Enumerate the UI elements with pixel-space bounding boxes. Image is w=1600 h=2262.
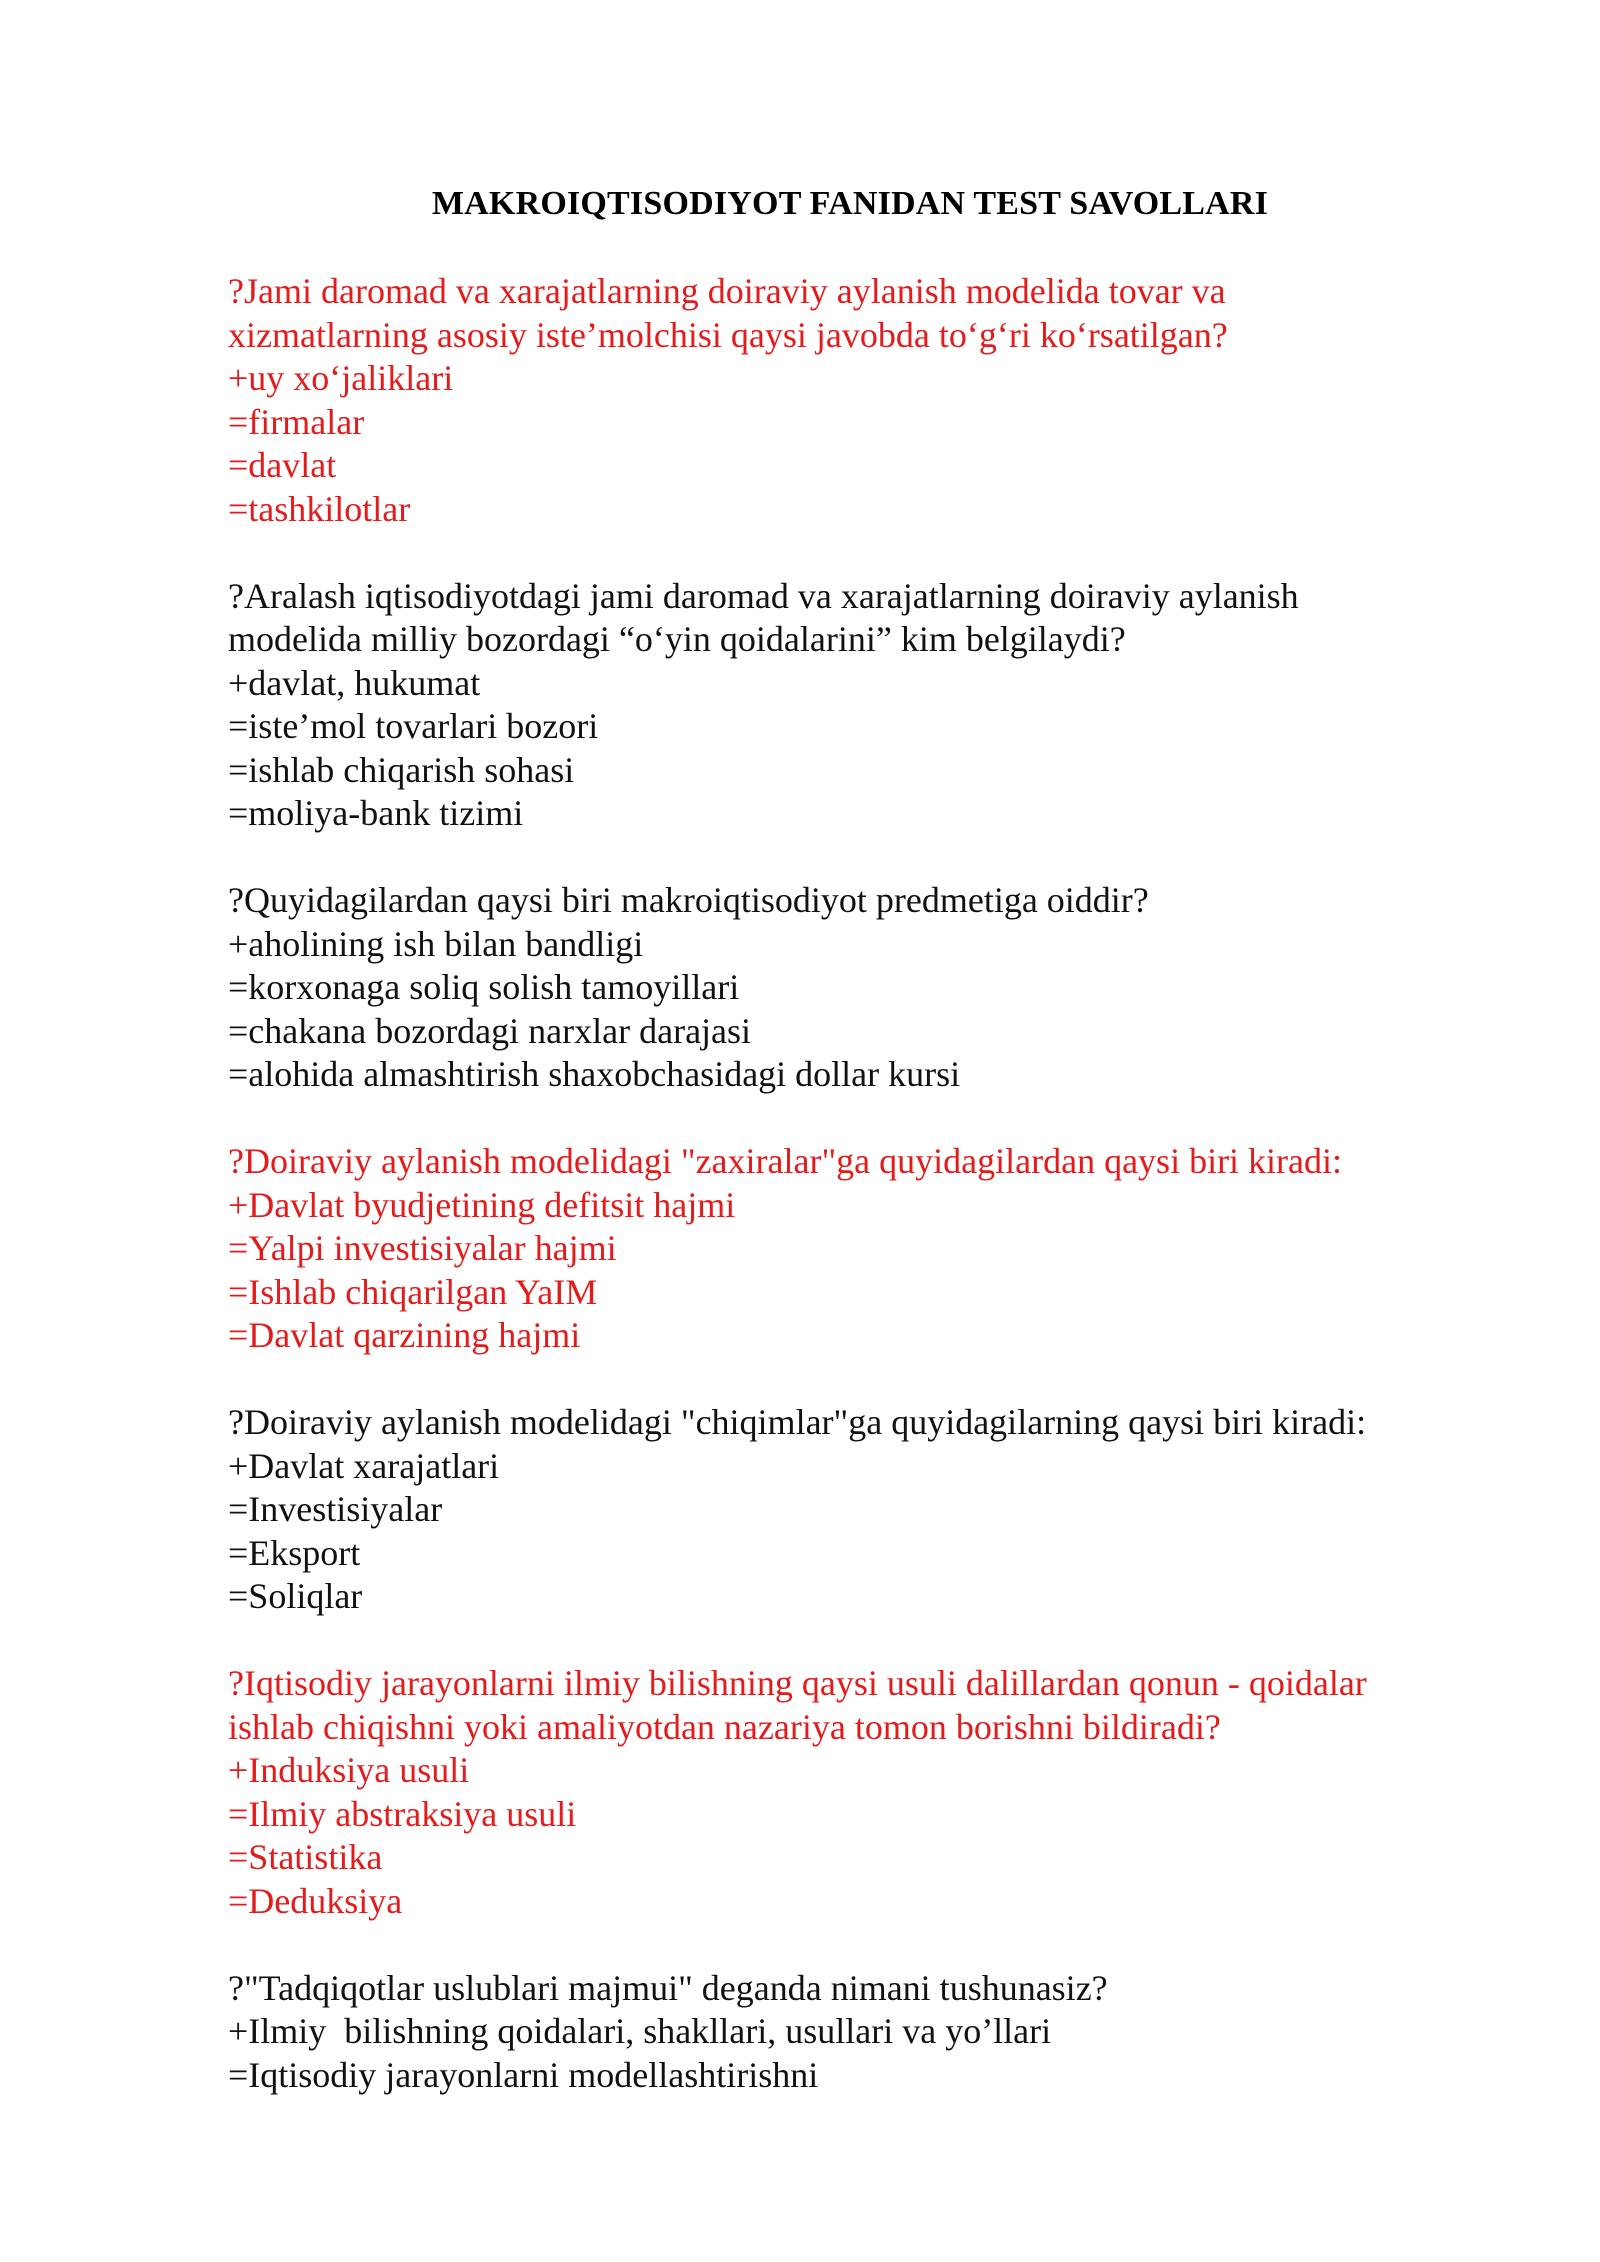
correct-answer: +Davlat byudjetining defitsit hajmi [228, 1184, 736, 1225]
question-text: ?Doiraviy aylanish modelidagi "zaxiralar"ga quyidagilardan qaysi biri kiradi: [228, 1141, 1343, 1181]
answer-option: =ishlab chiqarish sohasi [228, 749, 575, 790]
question-block [228, 270, 1458, 531]
correct-answer: +uy xo‘jaliklari [228, 358, 454, 398]
answer-option: =iste’mol tovarlari bozori [228, 706, 599, 746]
answer-option: =moliya-bank tizimi [228, 793, 524, 833]
correct-answer: +davlat, hukumat [228, 662, 481, 703]
correct-answer: +aholining ish bilan bandligi [228, 923, 644, 964]
answer-option: =Statistika [228, 1837, 383, 1877]
answer-option: =korxonaga soliq solish tamoyillari [228, 967, 740, 1007]
page-title: MAKROIQTISODIYOT FANIDAN TEST SAVOLLARI [431, 185, 1269, 222]
answer-option: =chakana bozordagi narxlar darajasi [228, 1010, 752, 1051]
questions-list [228, 270, 1458, 2141]
question-text: ?Jami daromad va xarajatlarning doiraviy aylanish modelida tovar va [228, 271, 1226, 311]
question-block [228, 879, 1458, 1097]
question-block [228, 1662, 1458, 1923]
question-text: modelida milliy bozordagi “o‘yin qoidalarini” kim belgilaydi? [228, 619, 1126, 659]
answer-option: =Soliqlar [228, 1576, 363, 1616]
question-block [228, 1401, 1458, 1619]
question-text: ishlab chiqishni yoki amaliyotdan nazariya tomon borishni bildiradi? [228, 1706, 1221, 1747]
question-block [228, 1140, 1458, 1358]
question-text: ?"Tadqiqotlar uslublari majmui" deganda nimani tushunasiz? [228, 1967, 1108, 2008]
answer-option: =tashkilotlar [228, 488, 411, 529]
answer-option: =Deduksiya [228, 1880, 403, 1921]
question-block [228, 575, 1458, 836]
correct-answer: +Induksiya usuli [228, 1750, 470, 1790]
question-text: ?Quyidagilardan qaysi biri makroiqtisodiyot predmetiga oiddir? [228, 880, 1149, 920]
question-text: xizmatlarning asosiy iste’molchisi qaysi javobda to‘g‘ri ko‘rsatilgan? [228, 314, 1228, 355]
question-text: ?Aralash iqtisodiyotdagi jami daromad va xarajatlarning doiraviy aylanish [228, 575, 1299, 616]
correct-answer: +Ilmiy bilishning qoidalari, shakllari, usullari va yo’llari [228, 2011, 1052, 2051]
question-text: ?Iqtisodiy jarayonlarni ilmiy bilishning qaysi usuli dalillardan qonun - qoidalar [228, 1663, 1367, 1703]
answer-option: =Yalpi investisiyalar hajmi [228, 1228, 617, 1268]
answer-option: =davlat [228, 445, 337, 485]
question-text: ?Doiraviy aylanish modelidagi "chiqimlar"ga quyidagilarning qaysi biri kiradi: [228, 1402, 1367, 1442]
answer-option: =Davlat qarzining hajmi [228, 1315, 581, 1355]
answer-option: =Investisiyalar [228, 1489, 443, 1529]
answer-option: =Iqtisodiy jarayonlarni modellashtirishni [228, 2054, 819, 2095]
answer-option: =Ishlab chiqarilgan YaIM [228, 1271, 598, 1312]
answer-option: =alohida almashtirish shaxobchasidagi dollar kursi [228, 1054, 961, 1094]
answer-option: =Ilmiy abstraksiya usuli [228, 1793, 577, 1834]
question-block [228, 1967, 1458, 2098]
answer-option: =firmalar [228, 401, 365, 442]
correct-answer: +Davlat xarajatlari [228, 1445, 500, 1486]
answer-option: =Eksport [228, 1532, 361, 1573]
